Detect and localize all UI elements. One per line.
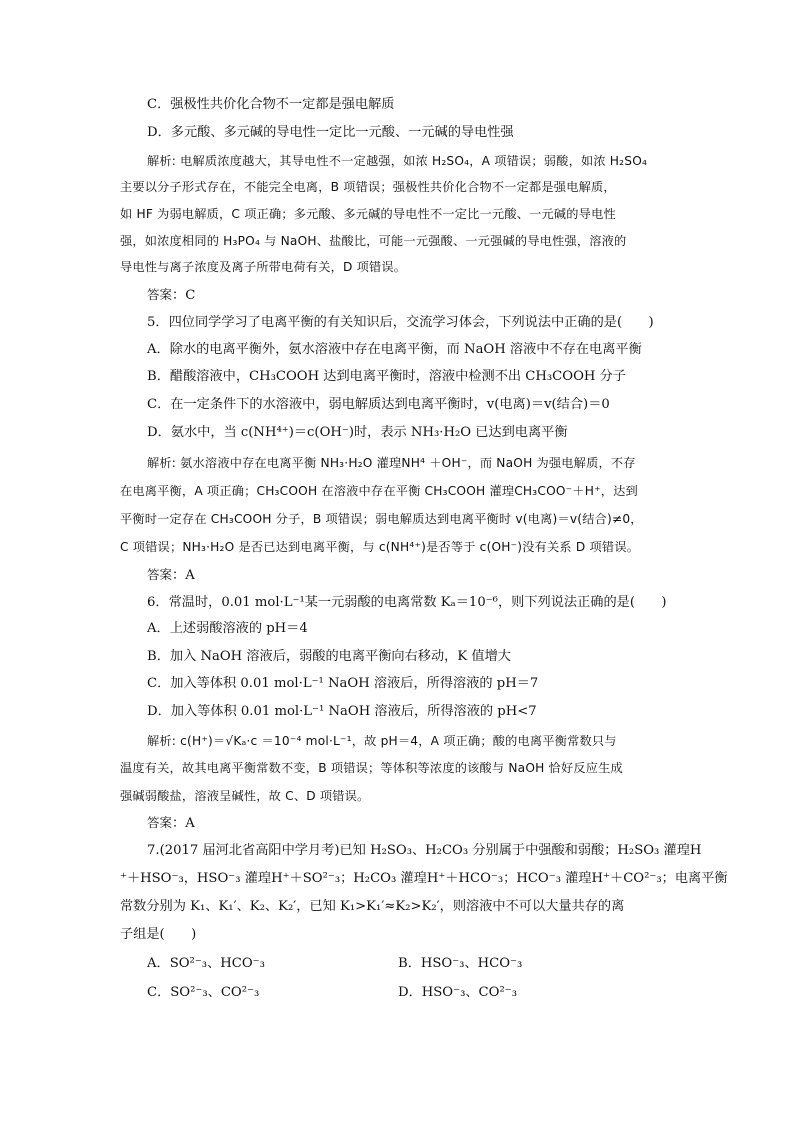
q6-option-d: D．加入等体积 0.01 mol·L⁻¹ NaOH 溶液后，所得溶液的 pH<7 xyxy=(147,704,537,719)
q4-option-d: D．多元酸、多元碱的导电性一定比一元酸、一元碱的导电性强 xyxy=(147,125,514,140)
q4-explanation-line-4: 强，如浓度相同的 H₃PO₄ 与 NaOH、盐酸比，可能一元强酸、一元强碱的导电性强，溶液的 xyxy=(120,234,627,248)
q6-answer xyxy=(147,814,195,833)
explanation-text: : 氨水溶液中存在电离平衡 NH₃·H₂O 灌瑝NH⁴ ＋OH⁻，而 NaOH 为强电解质，不存 xyxy=(171,456,636,470)
explanation-label: 解析 xyxy=(147,734,172,748)
q7-stem-line-1: 7.(2017 届河北省高阳中学月考)已知 H₂SO₃、H₂CO₃ 分别属于中强酸和弱酸；H₂SO₃ 灌瑝H xyxy=(147,843,702,858)
q5-stem: 5．四位同学学习了电离平衡的有关知识后，交流学习体会，下列说法中正确的是( ) xyxy=(147,315,654,330)
q6-explanation-line-3: 强碱弱酸盐，溶液呈碱性，故 C、D 项错误。 xyxy=(120,789,370,803)
q4-explanation-line-2: 主要以分子形式存在，不能完全电离，B 项错误；强极性共价化合物不一定都是强电解质， xyxy=(120,180,616,194)
q5-explanation-line-4: C 项错误；NH₃·H₂O 是否已达到电离平衡，与 c(NH⁴⁺)是否等于 c(OH⁻)没有关系 D 项错误。 xyxy=(120,540,640,554)
q5-option-c: C．在一定条件下的水溶液中，弱电解质达到电离平衡时，v(电离)＝v(结合)＝0 xyxy=(147,397,610,412)
q5-explanation-line-2: 在电离平衡，A 项正确；CH₃COOH 在溶液中存在平衡 CH₃COOH 灌瑝CH₃COO⁻＋H⁺，达到 xyxy=(120,484,638,498)
q7-stem-line-4: 子组是( ) xyxy=(120,927,197,942)
q6-stem: 6．常温时，0.01 mol·L⁻¹某一元弱酸的电离常数 Kₐ＝10⁻⁶，则下列说法正确的是( ) xyxy=(147,595,667,610)
explanation-text: : 电解质浓度越大，其导电性不一定越强，如浓 H₂SO₄，A 项错误；弱酸，如浓 H₂SO₄ xyxy=(171,154,648,168)
q5-explanation-line-1 xyxy=(147,454,636,472)
q7-stem-line-3: 常数分别为 K₁、K₁′、K₂、K₂′，已知 K₁>K₁′≈K₂>K₂′，则溶液中不可以大量共存的离 xyxy=(120,899,625,914)
answer-label: 答案 xyxy=(147,287,173,302)
q7-option-a: A．SO²⁻₃、HCO⁻₃ xyxy=(147,956,265,971)
q6-explanation-line-1 xyxy=(147,732,617,750)
q7-option-c: C．SO²⁻₃、CO²⁻₃ xyxy=(147,985,260,1000)
q6-option-c: C．加入等体积 0.01 mol·L⁻¹ NaOH 溶液后，所得溶液的 pH＝7 xyxy=(147,676,539,691)
q6-option-a: A．上述弱酸溶液的 pH＝4 xyxy=(147,621,308,636)
answer-label: 答案 xyxy=(147,815,173,830)
q4-option-c: C．强极性共价化合物不一定都是强电解质 xyxy=(147,97,395,112)
explanation-text: : c(H⁺)＝√Kₐ·c ＝10⁻⁴ mol·L⁻¹，故 pH＝4，A 项正确；酸的电离平衡常数只与 xyxy=(171,734,617,748)
explanation-label: 解析 xyxy=(147,154,172,168)
explanation-label: 解析 xyxy=(147,456,172,470)
answer-label: 答案 xyxy=(147,567,173,582)
q5-answer xyxy=(147,566,195,585)
q4-explanation-line-3: 如 HF 为弱电解质，C 项正确；多元酸、多元碱的导电性不一定比一元酸、一元碱的导电性 xyxy=(120,207,616,221)
q7-option-b: B．HSO⁻₃、HCO⁻₃ xyxy=(398,956,523,971)
q6-explanation-line-2: 温度有关，故其电离平衡常数不变，B 项错误；等体积等浓度的该酸与 NaOH 恰好反应生成 xyxy=(120,761,623,775)
answer-value: ：A xyxy=(172,816,195,831)
q7-option-d: D．HSO⁻₃、CO²⁻₃ xyxy=(398,985,517,1000)
answer-value: ：C xyxy=(172,288,196,303)
q4-explanation-line-1 xyxy=(147,152,647,170)
q5-option-d: D．氨水中，当 c(NH⁴⁺)＝c(OH⁻)时，表示 NH₃·H₂O 已达到电离平衡 xyxy=(147,425,568,440)
q6-option-b: B．加入 NaOH 溶液后，弱酸的电离平衡向右移动，K 值增大 xyxy=(147,649,511,664)
answer-value: ：A xyxy=(172,568,195,583)
q5-option-a: A．除水的电离平衡外，氨水溶液中存在电离平衡，而 NaOH 溶液中不存在电离平衡 xyxy=(147,342,642,357)
q7-stem-line-2: ⁺＋HSO⁻₃，HSO⁻₃ 灌瑝H⁺＋SO²⁻₃；H₂CO₃ 灌瑝H⁺＋HCO⁻₃；HCO⁻₃ 灌瑝H⁺＋CO²⁻₃；电离平衡 xyxy=(120,871,728,886)
q5-option-b: B．醋酸溶液中，CH₃COOH 达到电离平衡时，溶液中检测不出 CH₃COOH 分子 xyxy=(147,369,626,384)
q4-answer xyxy=(147,286,195,305)
q4-explanation-line-5: 导电性与离子浓度及离子所带电荷有关，D 项错误。 xyxy=(120,260,407,274)
q5-explanation-line-3: 平衡时一定存在 CH₃COOH 分子，B 项错误；弱电解质达到电离平衡时 v(电离)＝v(结合)≠0， xyxy=(120,512,643,526)
